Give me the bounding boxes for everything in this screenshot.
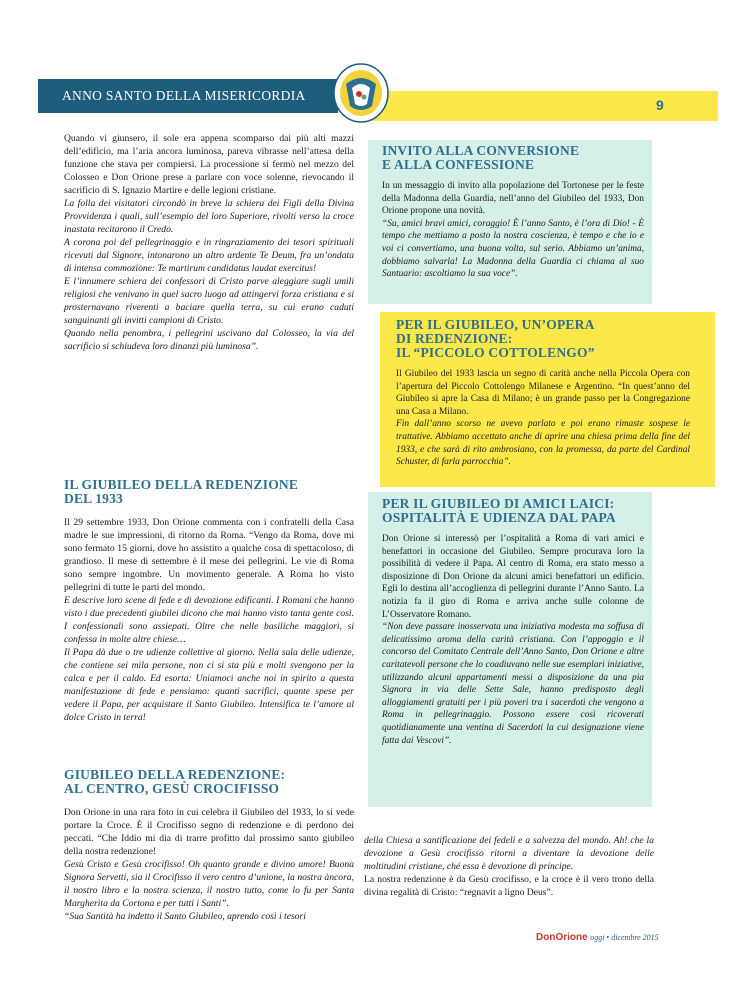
paragraph-text: Il 29 settembre 1933, Don Orione commenta con i confratelli della Casa madre le sue impressioni, di ritorno da Roma. “Vengo da Roma, dove mi sono fermato 15 giorni, dove ho assistito a qualche cosa di spettacoloso, di grandioso. Il mese di settembre è il mese dei pellegrini. Le vie di Roma sono sempre ingombre. Un movimento generale. A Roma ho visto pellegrini di tutte le parti del mondo.	[64, 517, 354, 593]
box-conversione-content	[382, 144, 644, 281]
paragraph: Gesù Cristo e Gesù crocifisso! Oh quanto grande e divino amore! Buona Signora Servetti, sia il Crocifisso il vero centro d’unione, la nostra àncora, il nostro libro e la nostra scienza, il nostro tutto, come lo fu per Santa Margherita da Cortona e per tutti i Santi”.	[64, 859, 354, 909]
paragraph: Il Papa dà due o tre udienze collettive al giorno. Nella sala delle udienze, che contiene sei mila persone, non ci si sta più e molti svengono per la calca e per il caldo. Ed esorta: Uniamoci anche noi in spirito a questa manifestazione di fede e pensiamo: quanti sacrifici, quante spese per vedere il Papa, per acquistare il Santo Giubileo. Intensifica te l’amore al dolce Cristo in terra!	[64, 647, 354, 723]
section-gesu-crocifisso	[64, 768, 354, 923]
heading-line: OSPITALITÀ E UDIENZA DAL PAPA	[382, 510, 616, 525]
heading-line: PER IL GIUBILEO DI AMICI LAICI:	[382, 496, 615, 511]
issue-date: oggi • dicembre 2015	[590, 933, 659, 942]
paragraph: Don Orione in una rara foto in cui celebra il Giubileo del 1933, lo si vede portare la Croce. È il Crocifisso segno di redenzione e di perdono dei peccati. “Che Iddio mi dia di trarre profitto dal prossimo santo giubileo della nostra redenzione!	[64, 807, 354, 857]
heading-line: IL GIUBILEO DELLA REDENZIONE	[64, 477, 299, 492]
paragraph: Fin dall’anno scorso ne avevo parlato e poi erano rimaste sospese le trattative. Abbiamo accettato anche di aprire una chiesa prima della fine del 1933, e che sarà di rito ambrosiano, con la promessa, da parte del Cardinal Schuster, di farla parrocchia”.	[396, 419, 690, 468]
box-heading	[382, 497, 644, 525]
heading-line: DI REDENZIONE:	[396, 331, 513, 346]
paragraph: “Sua Santità ha indetto il Santo Giubileo, aprendo così i tesori	[64, 911, 306, 922]
paragraph: “Su, amici bravi amici, coraggio! È l’anno Santo, è l’ora di Dio! - È tempo che mettiamo a posto la nostra coscienza, è tempo e che io e voi ci convertiamo, una buona volta, sul serio. Abbiamo un’anima, dobbiamo salvarla! La Madonna della Guardia ci chiama al suo Santuario: ascoltiamo la sua voce”.	[382, 218, 644, 280]
box-cottolengo-content	[396, 318, 690, 469]
paragraph: La folla dei visitatori circondò in breve la schiera dei Figli della Divina Provvidenza i quali, sull’esempio del loro Superiore, rivolti verso la croce inastata recitarono il Credo.	[64, 198, 354, 235]
paragraph: “Non deve passare inosservata una iniziativa modesta ma soffusa di delicatissimo aroma della carità cristiana. Con l’appoggio e il concorso del Comitato Centrale dell’Anno Santo, Don Orione e altre caritatevoli persone che lo coadiuvano nelle sue esemplari iniziative, utilizzando alcuni appartamenti messi a disposizione da una pia Signora in via delle Sette Sale, hanno predisposto degli alloggiamenti gratuiti per i più poveri tra i sacerdoti che vengono a Roma in pellegrinaggio. Possono essere così ricoverati quotidianamente una ventina di Sacerdoti la cui designazione viene fatta dai Vescovi”.	[382, 622, 644, 746]
footer-brand	[536, 932, 659, 943]
continuation-text	[364, 834, 654, 899]
box-heading	[396, 318, 690, 360]
jubilee-logo-icon	[332, 62, 390, 124]
header-accent-band	[358, 91, 718, 121]
brand-don: Don	[536, 932, 556, 943]
paragraph	[64, 516, 354, 594]
section-heading	[64, 478, 354, 506]
heading-line: INVITO ALLA CONVERSIONE	[382, 143, 580, 158]
paragraph: A corona poi del pellegrinaggio e in ringraziamento dei tesori spirituali ricevuti dal Signore, intonarono un altro ardente Te Deum, fra un’ondata di intensa commozione: Te martirum candidatus laudat exercitus!	[64, 237, 354, 274]
page-section-title: ANNO SANTO DELLA MISERICORDIA	[62, 88, 306, 103]
heading-line: GIUBILEO DELLA REDENZIONE:	[64, 767, 286, 782]
paragraph: Il Giubileo del 1933 lascia un segno di carità anche nella Piccola Opera con l’apertura del Piccolo Cottolengo Milanese e Argentino. “In quest’anno del Giubileo si apre la Casa di Milano; è un grande passo per la Congregazione una Casa a Milano.	[396, 369, 690, 417]
section-heading	[64, 768, 354, 796]
heading-line: IL “PICCOLO COTTOLENGO”	[396, 345, 595, 360]
brand-orione: Orione	[555, 932, 588, 943]
paragraph: della Chiesa a santificazione dei fedeli e a salvezza del mondo. Ah! che la devozione a Gesù crocifisso ritorni a diventare la devozione delle moltitudini cristiane, ché essa è devozione di principe.	[364, 835, 654, 872]
paragraph: Don Orione si interessò per l’ospitalità a Roma di vari amici e benefattori in occasione del Giubileo. Sempre procurava loro la possibilità di vedere il Papa. Al centro di Roma, era stato messo a disposizione di Don Orione da alcuni amici benefattori un edificio. Egli lo destina all’accoglienza di pellegrini durante l’Anno Santo. La notizia fa il giro di Roma e arriva anche sulle colonne de L’Osservatore Romano.	[382, 534, 644, 620]
paragraph: In un messaggio di invito alla popolazione del Tortonese per le feste della Madonna della Guardia, nell’anno del Giubileo del 1933, Don Orione propone una novità.	[382, 181, 644, 217]
heading-line: AL CENTRO, GESÙ CROCIFISSO	[64, 781, 280, 796]
box-amici-laici-content	[382, 497, 644, 747]
page-number: 9	[656, 97, 664, 113]
paragraph: E l’innumere schiera dei confessori di Cristo parve aleggiare sugli umili religiosi che venivano in quel sacro luogo ad attingervi forza cristiana e si prosternavano riverenti a baciare quella terra, su cui erano caduti sanguinanti gli invitti campioni di Cristo.	[64, 276, 354, 326]
paragraph: La nostra redenzione è da Gesù crocifisso, e la croce è il vero trono della divina regalità di Cristo: “regnavit a ligno Deus”.	[364, 874, 654, 898]
heading-line: E ALLA CONFESSIONE	[382, 157, 535, 172]
paragraph: E descrive loro scene di fede e di devozione edificanti. I Romani che hanno visto i due precedenti giubilei dicono che mai hanno visto tanta gente così. I confessionali sono assiepati. Oltre che nelle basiliche maggiori, si confessa in molte altre chiese…	[64, 595, 354, 645]
heading-line: PER IL GIUBILEO, UN’OPERA	[396, 317, 595, 332]
paragraph: Quando nella penombra, i pellegrini uscivano dal Colosseo, la via del sacrificio si schiudeva loro dinanzi più luminosa”.	[64, 328, 354, 352]
heading-line: DEL 1933	[64, 491, 123, 506]
section-giubileo-redenzione	[64, 478, 354, 724]
left-column-intro	[64, 132, 354, 353]
paragraph: Quando vi giunsero, il sole era appena scomparso dai più alti mazzi dell’edificio, ma l’aria ancora luminosa, pareva vibrasse nell’attesa della funzione che stava per compiersi. La processione si fermò nel mezzo del Colosseo e Don Orione prese a parlare con voce solenne, rievocando il sacrificio di S. Ignazio Martire e delle legioni cristiane.	[64, 133, 354, 196]
box-heading	[382, 144, 644, 172]
